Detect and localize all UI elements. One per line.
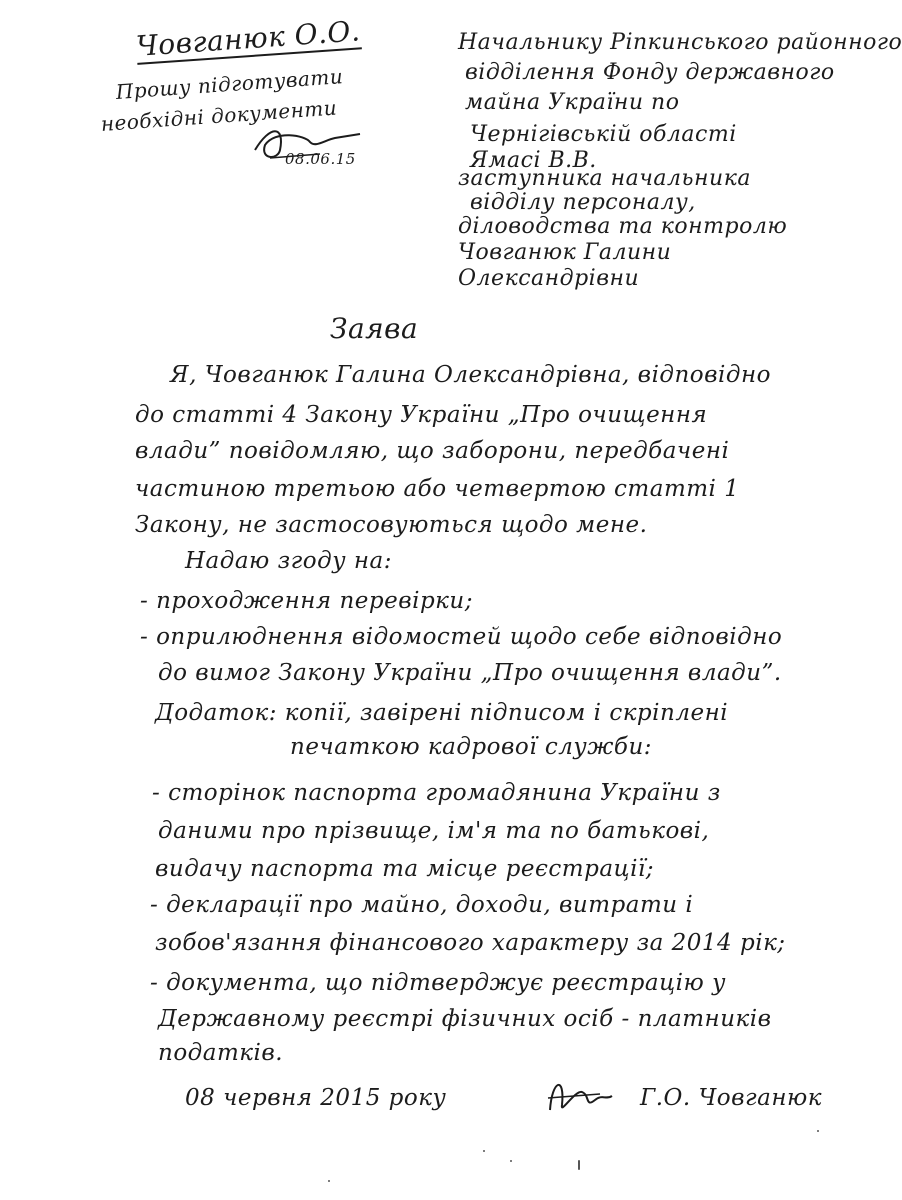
scan-speck bbox=[483, 1150, 485, 1152]
attachment-line-8: податків. bbox=[158, 1040, 284, 1066]
document-title: Заява bbox=[330, 312, 419, 345]
statement-line-3: влади” повідомляю, що заборони, передбачені bbox=[135, 438, 730, 464]
resolution-name: Човганюк О.О. bbox=[135, 14, 362, 63]
addressee-line-3: майна України по bbox=[465, 90, 680, 115]
footer-signature bbox=[540, 1070, 620, 1120]
consent-item-2: - оприлюднення відомостей щодо себе відповідно bbox=[140, 624, 783, 650]
scan-speck bbox=[578, 1160, 580, 1170]
statement-line-4: частиною третьою або четвертою статті 1 bbox=[135, 476, 740, 502]
resolution-line-2: необхідні документи bbox=[100, 95, 338, 136]
addressee-line-9: Човганюк Галини bbox=[458, 240, 672, 265]
addressee-line-1: Начальнику Ріпкинського районного bbox=[458, 30, 902, 55]
footer-date: 08 червня 2015 року bbox=[185, 1085, 447, 1111]
addressee-line-4: Чернігівській області bbox=[470, 122, 737, 147]
footer-name: Г.О. Човганюк bbox=[640, 1085, 822, 1111]
attachment-line-7: Державному реєстрі фізичних осіб - платників bbox=[158, 1006, 772, 1032]
resolution-line-1: Прошу підготувати bbox=[115, 64, 344, 104]
attachment-line-2: даними про прізвище, ім'я та по батькові, bbox=[158, 818, 710, 844]
scan-speck bbox=[328, 1180, 330, 1182]
attachments-intro-1: Додаток: копії, завірені підписом і скріплені bbox=[155, 700, 729, 726]
attachment-line-3: видачу паспорта та місце реєстрації; bbox=[155, 856, 655, 882]
attachment-line-6: - документа, що підтверджує реєстрацію у bbox=[150, 970, 726, 996]
addressee-line-6: заступника начальника bbox=[458, 166, 751, 191]
attachment-line-1: - сторінок паспорта громадянина України з bbox=[152, 780, 721, 806]
resolution-date: 08.06.15 bbox=[285, 150, 356, 168]
scan-speck bbox=[817, 1130, 819, 1132]
addressee-line-5: Ямасі В.В. bbox=[470, 148, 597, 173]
consent-item-3: до вимог Закону України „Про очищення влади”. bbox=[158, 660, 782, 686]
statement-line-2: до статті 4 Закону України „Про очищення bbox=[135, 402, 708, 428]
addressee-line-2: відділення Фонду державного bbox=[465, 60, 835, 85]
attachment-line-5: зобов'язання фінансового характеру за 2014 рік; bbox=[155, 930, 786, 956]
addressee-line-8: діловодства та контролю bbox=[458, 214, 788, 239]
consent-intro: Надаю згоду на: bbox=[185, 548, 392, 574]
statement-line-5: Закону, не застосовуються щодо мене. bbox=[135, 512, 648, 538]
statement-line-1: Я, Човганюк Галина Олександрівна, відповідно bbox=[170, 362, 771, 388]
addressee-line-10: Олександрівни bbox=[458, 266, 640, 291]
scan-speck bbox=[510, 1160, 512, 1162]
consent-item-1: - проходження перевірки; bbox=[140, 588, 473, 614]
attachments-intro-2: печаткою кадрової служби: bbox=[290, 734, 653, 760]
attachment-line-4: - декларації про майно, доходи, витрати і bbox=[150, 892, 694, 918]
addressee-line-7: відділу персоналу, bbox=[470, 190, 696, 215]
